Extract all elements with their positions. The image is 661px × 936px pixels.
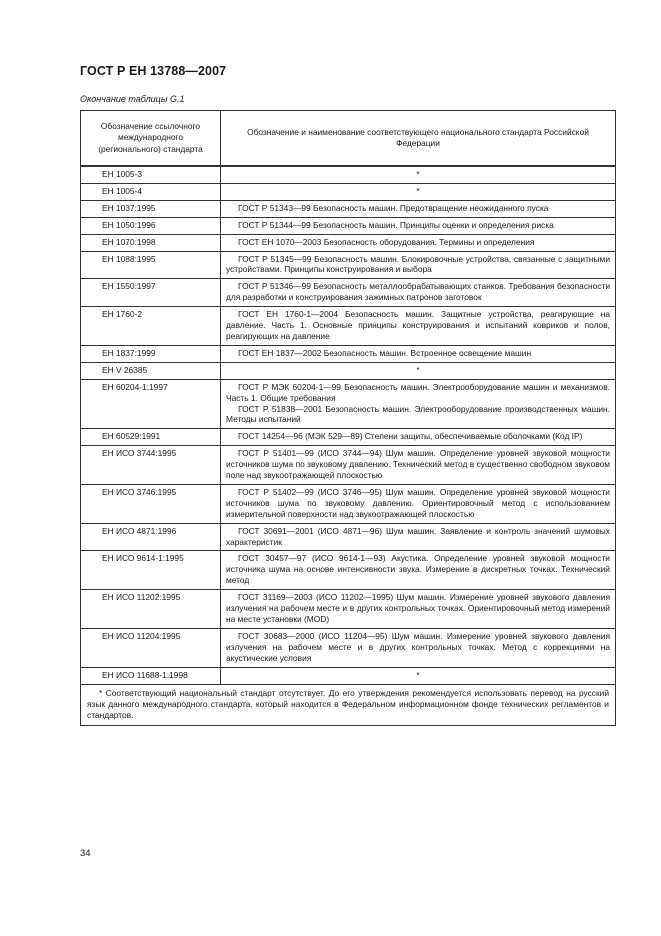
national-standard-cell: [221, 217, 616, 234]
reference-standard-code: ЕН ИСО 3744:1995: [81, 446, 221, 485]
national-standard-cell: [221, 200, 616, 217]
table-row: [81, 217, 616, 234]
table-row: [81, 200, 616, 217]
national-standard-cell: [221, 590, 616, 629]
national-standard-text: ГОСТ Р 51345—99 Безопасность машин. Блокировочные устройства, связанные с защитными устройствами. Принципы конструирования и выбора: [226, 253, 610, 275]
national-standard-text: ГОСТ Р 51401—99 (ИСО 3744—94) Шум машин. Определение уровней звуковой мощности источников шума по звуковому давлению. Технический метод в существенно свободном звуковом поле над звукоотражающей плоскостью: [226, 448, 610, 481]
national-standard-text: ГОСТ ЕН 1070—2003 Безопасность оборудования. Термины и определения: [238, 236, 535, 247]
national-standard-cell: [221, 446, 616, 485]
table-row: [81, 484, 616, 523]
national-standard-text: ГОСТ Р МЭК 60204-1—99 Безопасность машин. Электрооборудование машин и механизмов. Часть 1. Общие требования: [226, 381, 610, 403]
national-standard-text: ГОСТ 30457—97 (ИСО 9614-1—93) Акустика. Определение уровней звуковой мощности источника шума на основе интенсивности звука. Измерение в дискретных точках. Технический метод: [226, 553, 610, 586]
table-row: [81, 183, 616, 200]
national-standard-text: ГОСТ 30691—2001 (ИСО 4871—96) Шум машин. Заявление и контроль значений шумовых характеристик: [226, 525, 610, 547]
reference-standard-code: ЕН 1837:1999: [81, 345, 221, 362]
national-standard-text: ГОСТ Р 51346—99 Безопасность металлообрабатывающих станков. Требования безопасности для разработки и конструирования зажимных патронов заготовок: [226, 281, 610, 303]
national-standard-cell: [221, 429, 616, 446]
national-standard-cell: [221, 551, 616, 590]
table-row: [81, 667, 616, 684]
national-standard-text: ГОСТ Р 51343—99 Безопасность машин. Предотвращение неожиданного пуска: [238, 202, 549, 213]
table-header-row: [81, 111, 616, 167]
national-standard-cell: [221, 484, 616, 523]
reference-standard-code: ЕН ИСО 9614-1:1995: [81, 551, 221, 590]
national-standard-text: ГОСТ ЕН 1760-1—2004 Безопасность машин. Защитные устройства, реагирующие на давление. Часть 1. Основные принципы конструирования и испытаний ковриков и полов, реагирующих на давление: [226, 309, 610, 341]
no-equivalent-marker: *: [221, 183, 616, 200]
table-row: [81, 551, 616, 590]
no-equivalent-marker: *: [221, 667, 616, 684]
reference-standard-code: ЕН 1070:1998: [81, 234, 221, 251]
reference-standard-code: ЕН 1005-3: [81, 166, 221, 183]
table-row: [81, 362, 616, 379]
table-row: [81, 234, 616, 251]
table-row: [81, 590, 616, 629]
table-footnote-row: [81, 684, 616, 726]
table-row: [81, 379, 616, 429]
reference-standard-code: ЕН ИСО 11202:1995: [81, 590, 221, 629]
table-row: [81, 523, 616, 551]
no-equivalent-marker: *: [221, 166, 616, 183]
national-standard-text: ГОСТ Р 51838—2001 Безопасность машин. Электрооборудование производственных машин. Методы испытаний: [226, 403, 610, 425]
reference-standards-table: [80, 110, 616, 726]
reference-standard-code: ЕН ИСО 11688-1:1998: [81, 667, 221, 684]
table-body: [81, 166, 616, 684]
reference-standard-code: ЕН 1050:1996: [81, 217, 221, 234]
table-footnote: * Соответствующий национальный стандарт отсутствует. До его утверждения рекомендуется использовать перевод на русский язык данного международного стандарта, который находится в Федеральном информационном фонде технических регламентов и стандартов.: [87, 687, 609, 721]
page-number: 34: [80, 848, 91, 859]
reference-standard-code: ЕН 1088:1995: [81, 251, 221, 279]
national-standard-text: ГОСТ 31169—2003 (ИСО 11202—1995) Шум машин. Измерение уровней звукового давления излучения на рабочем месте и в других контрольных точках. Ориентировочный метод измерений на месте установки (MOD): [226, 592, 610, 624]
national-standard-text: ГОСТ ЕН 1837—2002 Безопасность машин. Встроенное освещение машин: [238, 347, 532, 358]
table-row: [81, 446, 616, 485]
national-standard-text: ГОСТ 30683—2000 (ИСО 11204—95) Шум машин. Измерение уровней звукового давления излучения на рабочем месте и в других контрольных точках. Метод с коррекциями на акустические условия: [226, 630, 610, 663]
reference-standard-code: ЕН 1005-4: [81, 183, 221, 200]
table-row: [81, 345, 616, 362]
table-row: [81, 429, 616, 446]
table-caption: Окончание таблицы G.1: [80, 94, 185, 104]
reference-standard-code: ЕН ИСО 4871:1996: [81, 523, 221, 551]
header-reference-standard: Обозначение ссылочного международного (регионального) стандарта: [81, 111, 221, 167]
table-row: [81, 628, 616, 667]
table-row: [81, 307, 616, 346]
national-standard-text: ГОСТ Р 51402—99 (ИСО 3746—95) Шум машин. Определение уровней звуковой мощности источников шума по звуковому давлению. Ориентировочный метод с использованием измерительной поверхности над звукоотражающей плоскостью: [226, 486, 610, 519]
reference-standard-code: ЕН 60204-1:1997: [81, 379, 221, 429]
national-standard-cell: [221, 279, 616, 307]
document-title: ГОСТ Р ЕН 13788—2007: [80, 64, 227, 78]
reference-standard-code: ЕН ИСО 11204:1995: [81, 628, 221, 667]
national-standard-cell: [221, 379, 616, 429]
table-footnote-cell: [81, 684, 616, 726]
table-row: [81, 251, 616, 279]
national-standard-cell: [221, 345, 616, 362]
reference-standard-code: ЕН 1550:1997: [81, 279, 221, 307]
reference-standard-code: ЕН V 26385: [81, 362, 221, 379]
reference-standard-code: ЕН ИСО 3746:1995: [81, 484, 221, 523]
no-equivalent-marker: *: [221, 362, 616, 379]
reference-standard-code: ЕН 60529:1991: [81, 429, 221, 446]
national-standard-text: ГОСТ Р 51344—99 Безопасность машин. Принципы оценки и определения риска: [238, 219, 554, 230]
national-standard-cell: [221, 523, 616, 551]
national-standard-cell: [221, 307, 616, 346]
national-standard-text: ГОСТ 14254—96 (МЭК 529—89) Степени защиты, обеспечиваемые оболочками (Код IP): [238, 431, 583, 442]
reference-standard-code: ЕН 1760-2: [81, 307, 221, 346]
table-row: [81, 279, 616, 307]
national-standard-cell: [221, 628, 616, 667]
table-row: [81, 166, 616, 183]
national-standard-cell: [221, 234, 616, 251]
header-national-standard: Обозначение и наименование соответствующего национального стандарта Российской Федерации: [221, 111, 616, 167]
national-standard-cell: [221, 251, 616, 279]
reference-standard-code: ЕН 1037:1995: [81, 200, 221, 217]
